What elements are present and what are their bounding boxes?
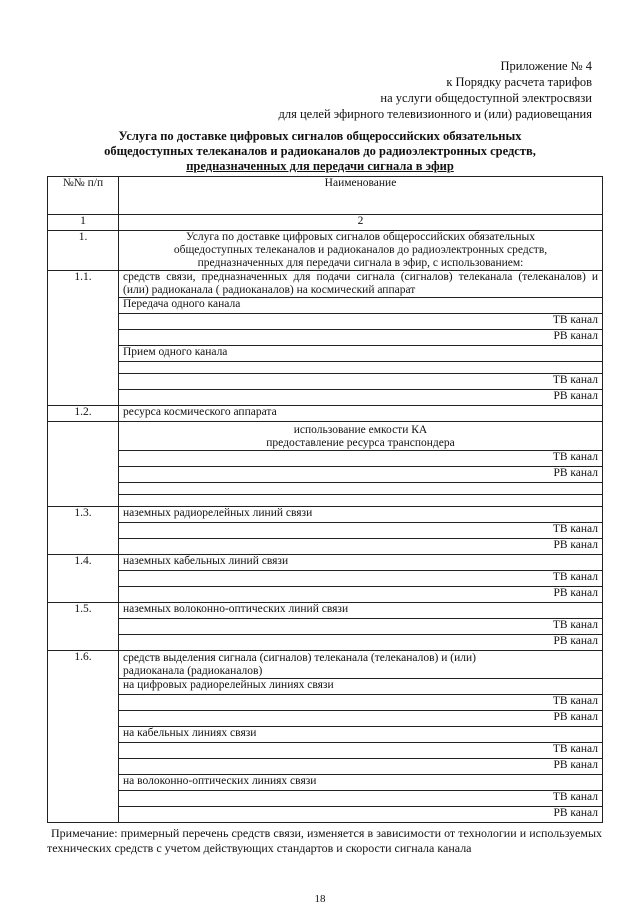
empty-cell	[119, 483, 603, 495]
rv-channel: РВ канал	[119, 711, 603, 727]
row-name	[119, 651, 603, 679]
empty-cell	[48, 422, 119, 507]
table-row	[48, 495, 603, 507]
row-num: 1.6.	[48, 651, 119, 823]
tv-channel: ТВ канал	[119, 791, 603, 807]
table-row	[48, 587, 603, 603]
table-row	[48, 523, 603, 539]
appendix-line-2: к Порядку расчета тарифов	[446, 75, 592, 89]
table-row	[48, 619, 603, 635]
row-num: 1.1.	[48, 271, 119, 406]
tv-channel: ТВ канал	[119, 451, 603, 467]
row-name: наземных волоконно-оптических линий связи	[119, 603, 603, 619]
title-line-2: общедоступных телеканалов и радиоканалов до радиоэлектронных средств,	[104, 144, 536, 158]
table-index-row	[48, 215, 603, 231]
tv-channel: ТВ канал	[119, 523, 603, 539]
row-name-line: средств выделения сигнала (сигналов) телеканала (телеканалов) и (или)	[123, 652, 476, 664]
rv-channel: РВ канал	[119, 635, 603, 651]
page-number: 18	[314, 893, 326, 905]
footnote: Примечание: примерный перечень средств связи, изменяется в зависимости от технологии и используемых технических средств с учетом действующих стандартов и скорости сигнала канала	[47, 826, 602, 855]
empty-cell	[119, 362, 603, 374]
rv-channel: РВ канал	[119, 539, 603, 555]
rv-channel: РВ канал	[119, 807, 603, 823]
rv-channel: РВ канал	[119, 759, 603, 775]
table-row	[48, 271, 603, 298]
row-name: на цифровых радиорелейных линиях связи	[119, 679, 603, 695]
table-row	[48, 711, 603, 727]
table-row	[48, 346, 603, 362]
row-num: 1.5.	[48, 603, 119, 651]
table-row	[48, 727, 603, 743]
table-row	[48, 775, 603, 791]
table-row	[48, 507, 603, 523]
appendix-line-1: Приложение № 4	[500, 59, 592, 73]
header-name: Наименование	[119, 177, 603, 215]
row-num: 1.	[48, 231, 119, 271]
table-row	[48, 603, 603, 619]
rv-channel: РВ канал	[119, 330, 603, 346]
table-row	[48, 571, 603, 587]
rv-channel: РВ канал	[119, 587, 603, 603]
row-name: наземных кабельных линий связи	[119, 555, 603, 571]
row-num: 1.4.	[48, 555, 119, 603]
title-line-1: Услуга по доставке цифровых сигналов общероссийских обязательных	[118, 129, 522, 143]
empty-cell	[119, 495, 603, 507]
table-row	[48, 390, 603, 406]
rv-channel: РВ канал	[119, 467, 603, 483]
table-row	[48, 298, 603, 314]
row-name: наземных радиорелейных линий связи	[119, 507, 603, 523]
tv-channel: ТВ канал	[119, 374, 603, 390]
services-table	[47, 176, 603, 823]
table-row	[48, 422, 603, 451]
row-name-line: предназначенных для передачи сигнала в эфир, с использованием:	[197, 257, 524, 269]
index-num: 1	[48, 215, 119, 231]
table-row	[48, 374, 603, 390]
tv-channel: ТВ канал	[119, 571, 603, 587]
table-row	[48, 406, 603, 422]
table-row	[48, 759, 603, 775]
table-header-row	[48, 177, 603, 215]
rv-channel: РВ канал	[119, 390, 603, 406]
tv-channel: ТВ канал	[119, 314, 603, 330]
table-row	[48, 695, 603, 711]
table-row	[48, 483, 603, 495]
table-row	[48, 451, 603, 467]
table-row	[48, 651, 603, 679]
header-num: №№ п/п	[48, 177, 119, 215]
index-name: 2	[119, 215, 603, 231]
tv-channel: ТВ канал	[119, 619, 603, 635]
table-row	[48, 467, 603, 483]
row-name-line: предоставление ресурса транспондера	[266, 437, 455, 449]
table-row	[48, 791, 603, 807]
row-num: 1.3.	[48, 507, 119, 555]
row-name-line: использование емкости КА	[293, 424, 428, 436]
row-name: на кабельных линиях связи	[119, 727, 603, 743]
table-row	[48, 807, 603, 823]
table-row	[48, 231, 603, 271]
row-name: Прием одного канала	[119, 346, 603, 362]
table-row	[48, 539, 603, 555]
row-name: на волоконно-оптических линиях связи	[119, 775, 603, 791]
title-line-3: предназначенных для передачи сигнала в эфир	[186, 159, 454, 173]
row-name: средств связи, предназначенных для подачи сигнала (сигналов) телеканала (телеканалов) и (или) радиоканала ( радиоканалов) на космический аппарат	[119, 271, 603, 298]
row-name-line: общедоступных телеканалов и радиоканалов до радиоэлектронных средств,	[173, 244, 548, 256]
document-title	[90, 129, 550, 174]
table-row	[48, 330, 603, 346]
table-row	[48, 362, 603, 374]
row-name	[119, 231, 603, 271]
row-name-line: радиоканала (радиоканалов)	[123, 665, 263, 677]
row-name: ресурса космического аппарата	[119, 406, 603, 422]
row-name-line: Услуга по доставке цифровых сигналов общероссийских обязательных	[185, 231, 535, 243]
row-name	[119, 422, 603, 451]
table-row	[48, 743, 603, 759]
row-name: Передача одного канала	[119, 298, 603, 314]
table-row	[48, 679, 603, 695]
appendix-line-4: для целей эфирного телевизионного и (или) радиовещания	[278, 107, 592, 121]
appendix-line-3: на услуги общедоступной электросвязи	[380, 91, 592, 105]
tv-channel: ТВ канал	[119, 743, 603, 759]
row-num: 1.2.	[48, 406, 119, 422]
table-row	[48, 635, 603, 651]
table-row	[48, 555, 603, 571]
table-row	[48, 314, 603, 330]
tv-channel: ТВ канал	[119, 695, 603, 711]
appendix-header	[278, 58, 592, 122]
